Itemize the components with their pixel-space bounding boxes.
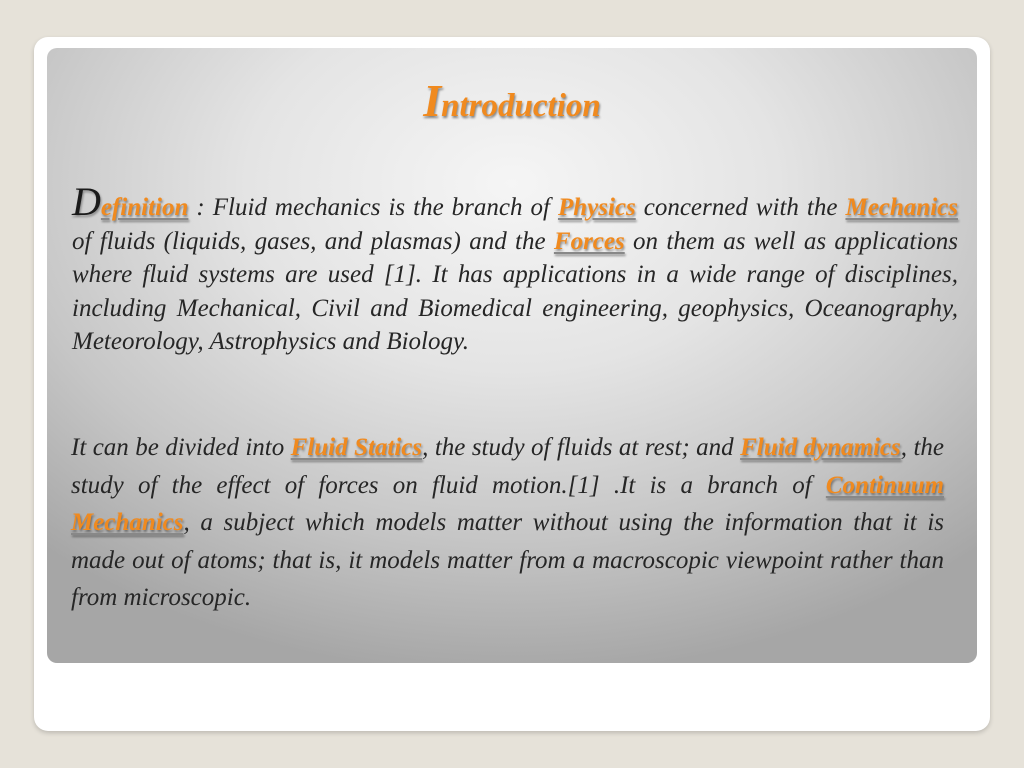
definition-paragraph <box>72 179 958 359</box>
link-fluid-dynamics[interactable]: Fluid dynamics <box>740 434 901 461</box>
definition-text-2: concerned with the <box>635 194 846 221</box>
title-rest: ntroduction <box>441 88 601 124</box>
link-physics[interactable]: Physics <box>557 194 636 221</box>
divisions-paragraph <box>71 429 944 617</box>
link-mechanics[interactable]: Mechanics <box>845 194 958 221</box>
slide-title <box>47 75 977 126</box>
link-fluid-statics[interactable]: Fluid Statics <box>290 434 423 461</box>
link-forces[interactable]: Forces <box>553 227 625 255</box>
divisions-text-2: , the study of fluids at rest; and <box>422 434 741 461</box>
title-initial: I <box>423 75 442 126</box>
divisions-text-3: , the study of the effect of forces on fluid motion.[1] .It is a branch of <box>71 434 944 499</box>
definition-text-1: : Fluid mechanics is the branch of <box>188 194 558 221</box>
definition-text-4: on them as well as applications where fluid systems are used [1]. It has applications in a wide range of disciplines, including Mechanical, Civil and Biomedical engineering, geophysics, Oceanography, Meteorology, Astrophysics and Biology. <box>72 227 958 355</box>
definition-text-3: of fluids (liquids, gases, and plasmas) and the <box>72 227 554 255</box>
divisions-text-4: , a subject which models matter without using the information that it is made out of atoms; that is, it models matter from a macroscopic viewpoint rather than from microscopic. <box>71 509 944 611</box>
definition-dropcap: D <box>72 179 101 224</box>
definition-term: efinition <box>100 194 189 221</box>
slide-panel <box>47 48 977 663</box>
divisions-text-1: It can be divided into <box>71 434 291 461</box>
link-continuum-mechanics[interactable]: Continuum Mechanics <box>71 471 944 536</box>
